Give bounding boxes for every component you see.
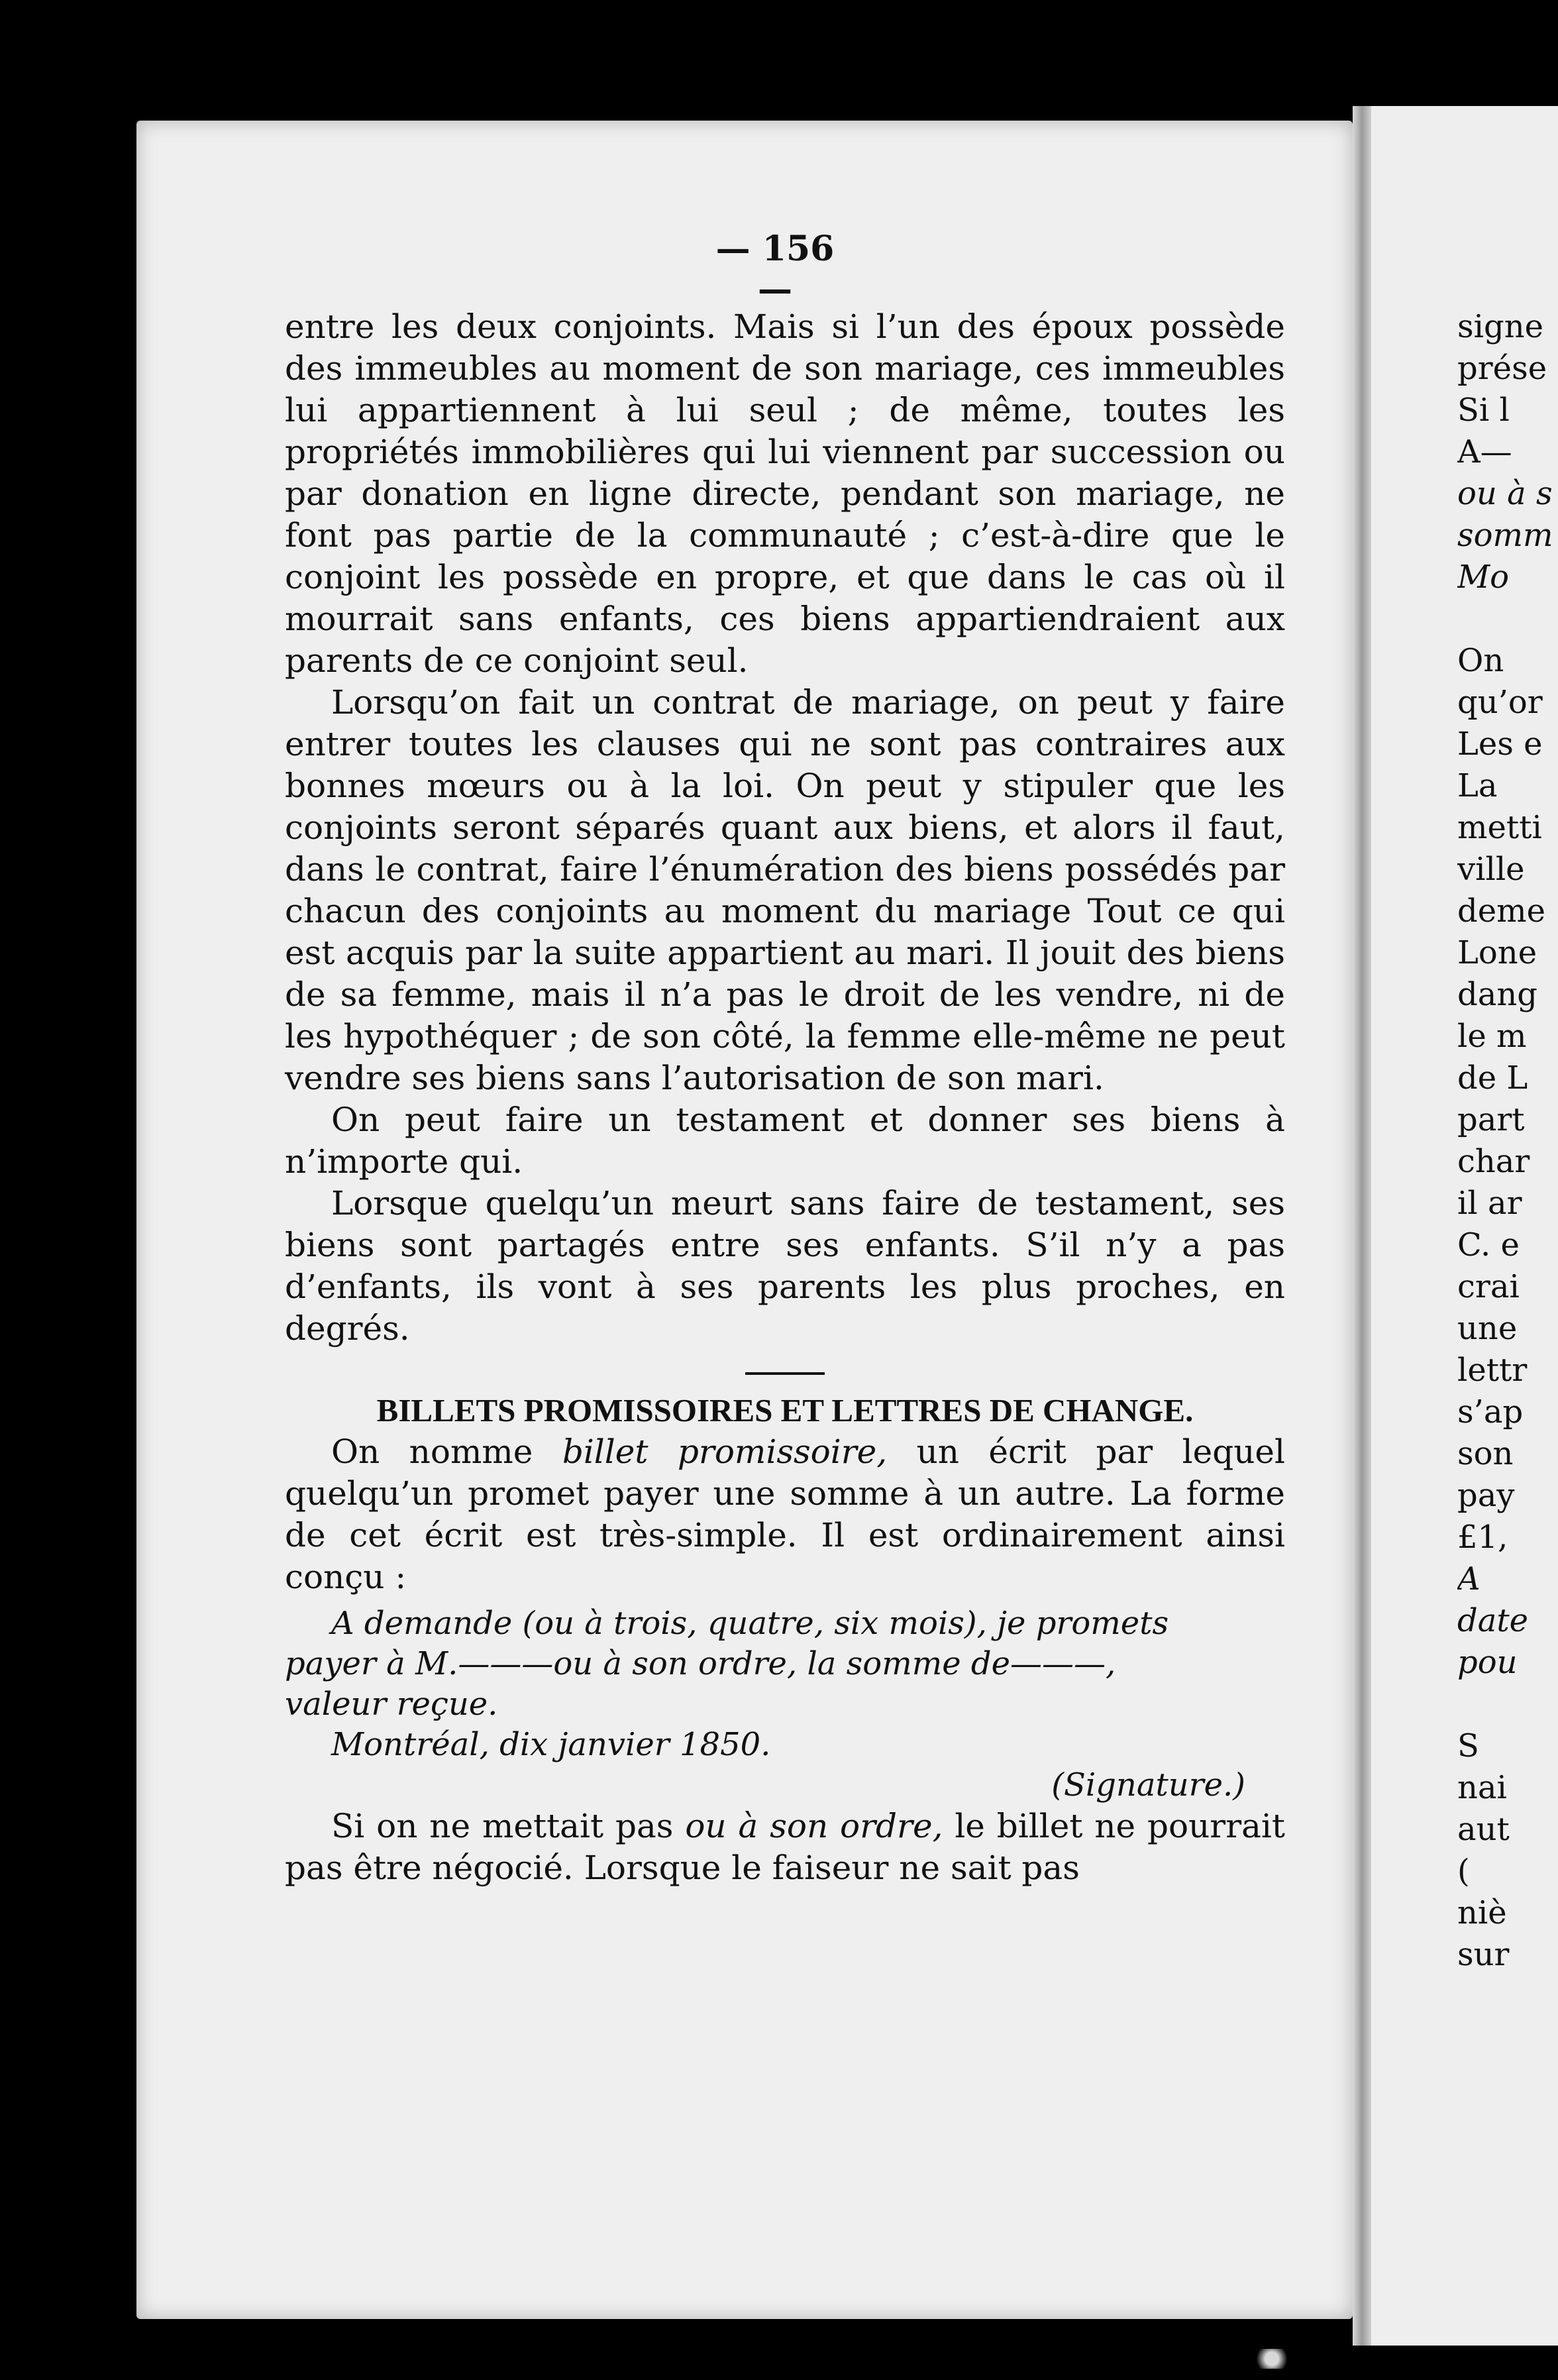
section-paragraph: [285, 1431, 1285, 1598]
right-line: [1457, 1684, 1558, 1725]
right-line: date: [1457, 1602, 1529, 1639]
right-line: niè: [1457, 1894, 1507, 1931]
right-line: une: [1457, 1310, 1518, 1347]
right-line: signe: [1457, 308, 1544, 345]
right-line: pou: [1457, 1644, 1518, 1681]
right-line: dang: [1457, 976, 1537, 1013]
example-line-1: A demande (ou à trois, quatre, six mois), je promets: [331, 1605, 1169, 1642]
right-line: prése: [1457, 350, 1547, 387]
right-line: S: [1457, 1727, 1479, 1764]
example-line-3: valeur reçue.: [285, 1686, 498, 1723]
right-line: C. e: [1457, 1226, 1520, 1264]
right-line: lettr: [1457, 1352, 1528, 1389]
right-line: ou à s: [1457, 475, 1553, 512]
closing-para-term: ou à son ordre,: [685, 1807, 943, 1845]
paragraph-1: entre les deux conjoints. Mais si l’un des époux possède des immeubles au moment de son mariage, ces immeubles lui appartiennent à lui seul ; de même, toutes les propriétés immobilières qui lui viennent par succession ou par donation en ligne directe, pendant son mariage, ne font pas partie de la communauté ; c’est-à-dire que le conjoint les possède en propre, et que dans le cas où il mourrait sans enfants, ces biens appartiendraient aux parents de ce conjoint seul.: [285, 307, 1285, 680]
right-line: A: [1457, 1560, 1480, 1597]
closing-para-after: le billet ne pourrait pas être négocié. Lorsque le faiseur ne sait pas: [285, 1807, 1286, 1887]
right-line: char: [1457, 1143, 1530, 1180]
section-heading: BILLETS PROMISSOIRES ET LETTRES DE CHANGE.: [376, 1392, 1194, 1429]
section-para-term: billet promissoire,: [562, 1433, 888, 1471]
right-line: Lone: [1457, 934, 1537, 971]
example-line-2: payer à M.———ou à son ordre, la somme de———,: [285, 1645, 1116, 1682]
paragraph-2: Lorsqu’on fait un contrat de mariage, on peut y faire entrer toutes les clauses qui ne sont pas contraires aux bonnes mœurs ou à la loi. On peut y stipuler que les conjoints seront séparés quant aux biens, et alors il faut, dans le contrat, faire l’énumération des biens possédés par chacun des conjoints au moment du mariage Tout ce qui est acquis par la suite appartient au mari. Il jouit des biens de sa femme, mais il n’a pas le droit de les vendre, ni de les hypothéquer ; de son côté, la femme elle-même ne peut vendre ses biens sans l’autorisation de son mari.: [285, 683, 1285, 1097]
book-gutter: [1353, 106, 1371, 2346]
paragraph-4: Lorsque quelqu’un meurt sans faire de testament, ses biens sont partagés entre ses enfants. S’il n’y a pas d’enfants, ils vont à ses parents les plus proches, en degrés.: [285, 1184, 1285, 1348]
right-line: de L: [1457, 1059, 1528, 1097]
right-line: son: [1457, 1435, 1514, 1472]
closing-para-before: Si on ne mettait pas: [331, 1807, 686, 1845]
right-line: le m: [1457, 1018, 1527, 1055]
right-line: s’ap: [1457, 1393, 1524, 1431]
section-para-before: On nomme: [331, 1433, 562, 1471]
scan-mark: [1252, 2349, 1292, 2369]
right-line: On: [1457, 642, 1504, 679]
example-date-line: Montréal, dix janvier 1850.: [331, 1726, 771, 1763]
right-line: part: [1457, 1101, 1525, 1138]
right-line: [1457, 598, 1558, 640]
right-line: (: [1457, 1853, 1470, 1890]
right-line: Mo: [1457, 559, 1510, 596]
example-signature: (Signature.): [1051, 1766, 1245, 1804]
right-line: nai: [1457, 1769, 1507, 1806]
right-line: qu’or: [1457, 684, 1543, 721]
section-divider: [745, 1372, 825, 1375]
right-line: deme: [1457, 892, 1546, 930]
closing-paragraph: [285, 1806, 1285, 1889]
right-line: £1,: [1457, 1519, 1508, 1556]
right-page-text: [1457, 306, 1558, 1976]
right-line: ville: [1457, 851, 1525, 888]
right-line: Si l: [1457, 392, 1510, 429]
right-line: Les e: [1457, 726, 1543, 763]
page-number: — 156 —: [715, 229, 835, 309]
right-line: il ar: [1457, 1185, 1522, 1222]
promissory-note-example: [285, 1603, 1285, 1806]
right-line: somm: [1457, 517, 1553, 554]
right-line: La: [1457, 767, 1498, 804]
right-line: crai: [1457, 1268, 1520, 1305]
right-line: metti: [1457, 809, 1542, 846]
right-line: A—: [1457, 433, 1512, 470]
right-line: pay: [1457, 1477, 1515, 1514]
right-line: sur: [1457, 1936, 1510, 1973]
right-line: aut: [1457, 1811, 1510, 1848]
main-text: [285, 306, 1285, 1889]
paragraph-3: On peut faire un testament et donner ses biens à n’importe qui.: [285, 1101, 1285, 1181]
section-para-after: un écrit par lequel quelqu’un promet payer une somme à un autre. La forme de cet écrit est très-simple. Il est ordinairement ainsi conçu :: [285, 1433, 1285, 1596]
